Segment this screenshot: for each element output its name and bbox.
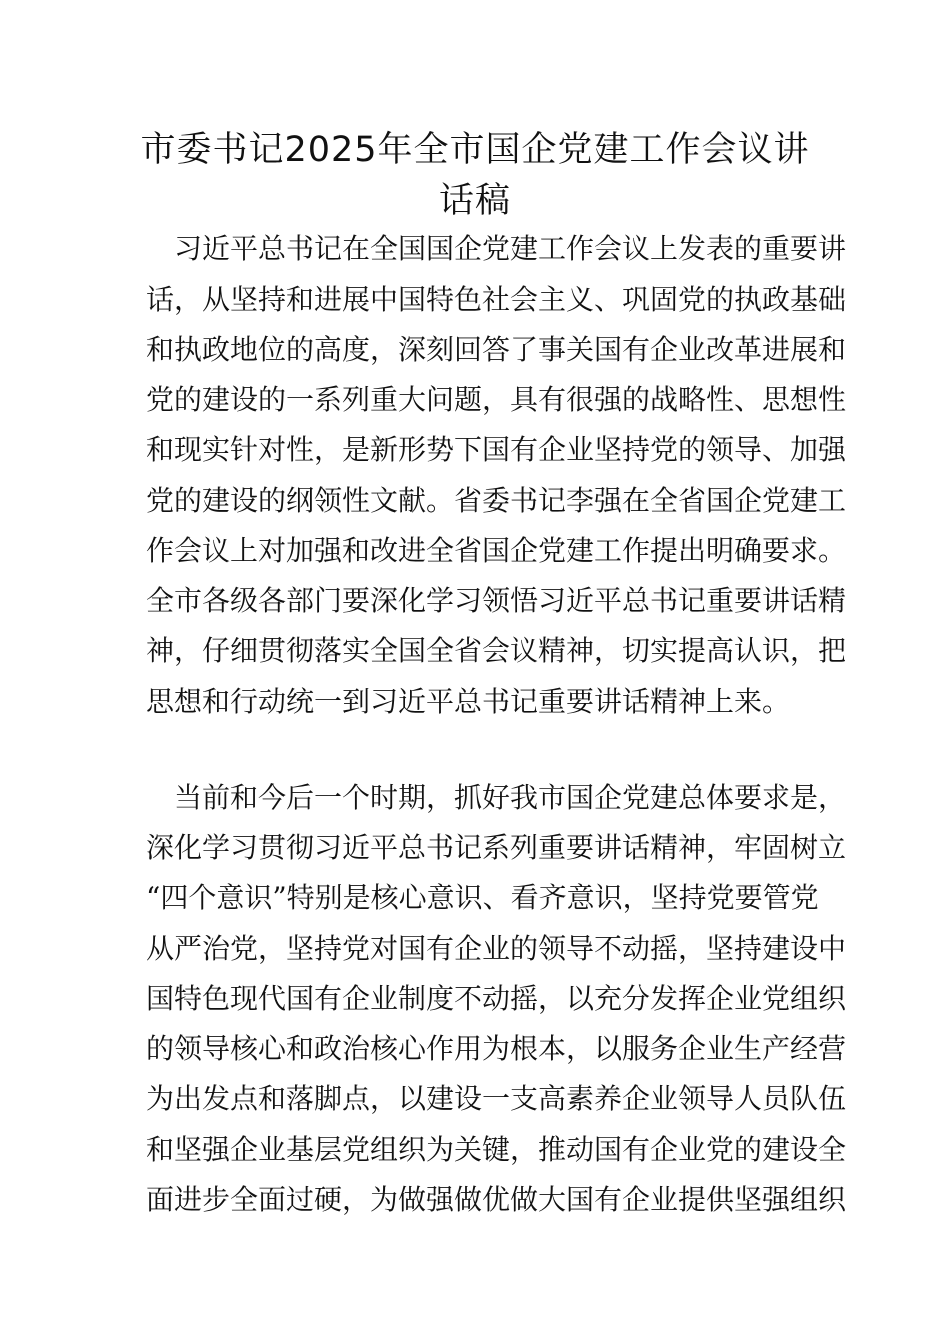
text-line: 和执政地位的高度，深刻回答了事关国有企业改革进展和: [146, 333, 847, 366]
text-line: 为出发点和落脚点，以建设一支高素养企业领导人员队伍: [146, 1082, 847, 1115]
text-line: 全市各级各部门要深化学习领悟习近平总书记重要讲话精: [146, 584, 847, 617]
text-line: 作会议上对加强和改进全省国企党建工作提出明确要求。: [146, 534, 847, 567]
text-line: 和坚强企业基层党组织为关键，推动国有企业党的建设全: [146, 1133, 847, 1166]
document-title-line-2: 话稿: [438, 181, 511, 221]
text-line: 当前和今后一个时期，抓好我市国企党建总体要求是，: [146, 781, 847, 814]
text-line: 话，从坚持和进展中国特色社会主义、巩固党的执政基础: [146, 283, 847, 316]
text-line: 的领导核心和政治核心作用为根本，以服务企业生产经营: [146, 1032, 847, 1065]
text-line: 面进步全面过硬，为做强做优做大国有企业提供坚强组织: [146, 1183, 847, 1216]
text-line: 思想和行动统一到习近平总书记重要讲话精神上来。: [146, 685, 791, 718]
text-line: 党的建设的一系列重大问题，具有很强的战略性、思想性: [146, 383, 847, 416]
text-line: 深化学习贯彻习近平总书记系列重要讲话精神，牢固树立: [146, 831, 847, 864]
text-line: “四个意识”特别是核心意识、看齐意识，坚持党要管党: [146, 881, 819, 914]
text-line: 党的建设的纲领性文献。省委书记李强在全省国企党建工: [146, 484, 847, 517]
text-line: 从严治党，坚持党对国有企业的领导不动摇，坚持建设中: [146, 932, 847, 965]
text-line: 神，仔细贯彻落实全国全省会议精神，切实提高认识，把: [146, 634, 847, 667]
text-line: 国特色现代国有企业制度不动摇，以充分发挥企业党组织: [146, 982, 847, 1015]
text-line: 习近平总书记在全国国企党建工作会议上发表的重要讲: [146, 232, 847, 265]
document-title-line-1: 市委书记2025年全市国企党建工作会议讲: [140, 130, 810, 170]
text-line: 和现实针对性，是新形势下国有企业坚持党的领导、加强: [146, 433, 847, 466]
